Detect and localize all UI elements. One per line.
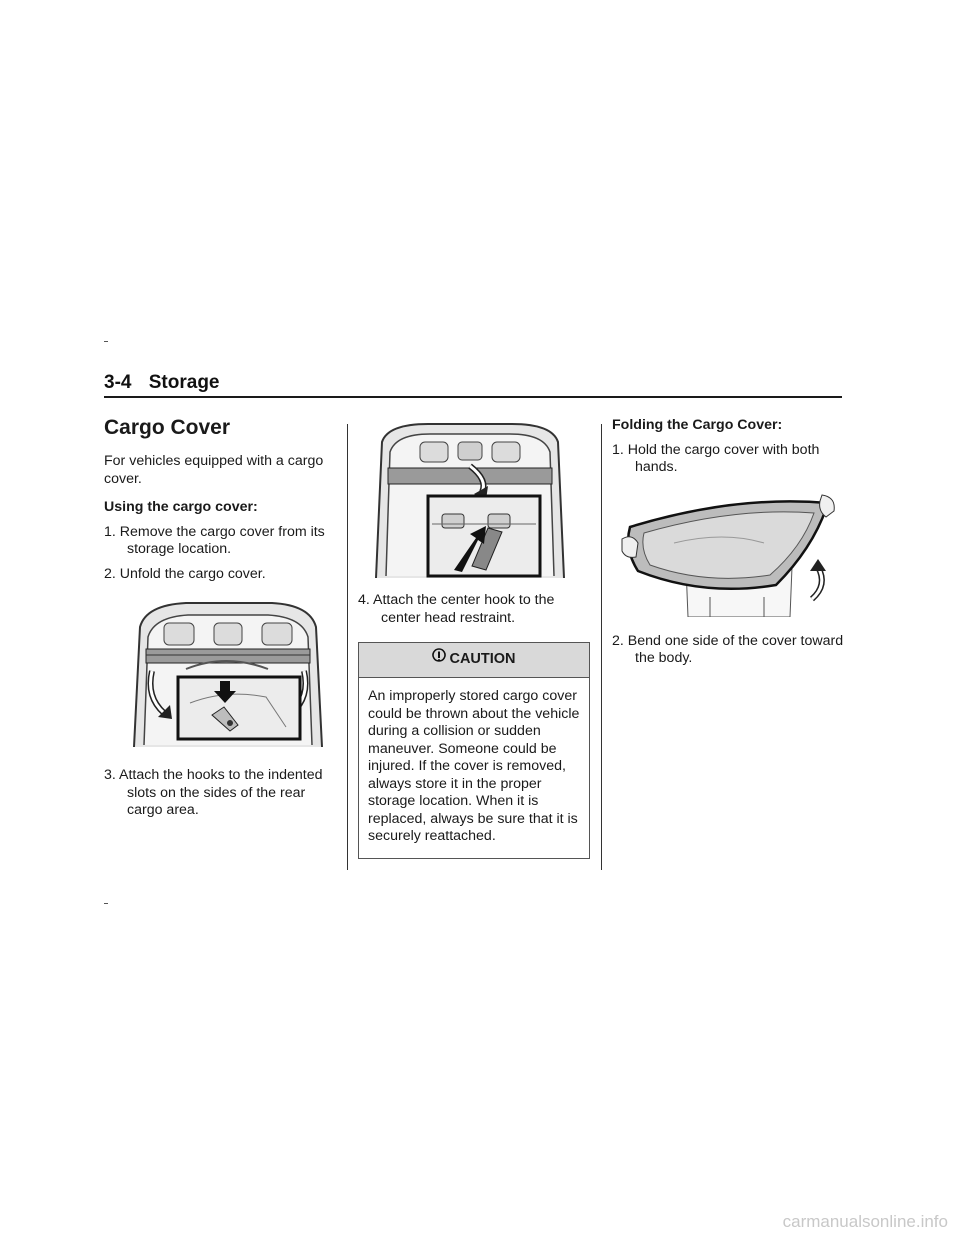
center-step-4: 4. Attach the center hook to the center head restraint. xyxy=(358,592,555,626)
column-2 xyxy=(358,414,590,859)
column-divider-2 xyxy=(601,424,602,870)
using-step-3: 3. Attach the hooks to the indented slots on the sides of the rear cargo area. xyxy=(104,767,323,818)
folding-step-1: 1. Hold the cargo cover with both hands. xyxy=(612,441,820,475)
caution-header xyxy=(359,643,589,678)
using-step-2: 2. Unfold the cargo cover. xyxy=(104,565,266,582)
page-header xyxy=(104,372,842,398)
using-subheading: Using the cargo cover: xyxy=(104,499,258,515)
caution-title: CAUTION xyxy=(449,651,516,668)
caution-box xyxy=(358,642,590,859)
crop-mark-top xyxy=(104,341,108,342)
folding-step-2: 2. Bend one side of the cover toward the body. xyxy=(612,632,844,666)
intro-text: For vehicles equipped with a cargo cover. xyxy=(104,453,324,487)
section-heading: Cargo Cover xyxy=(104,416,231,439)
column-3 xyxy=(612,414,844,668)
cargo-hook-illustration xyxy=(126,597,330,749)
caution-body: An improperly stored cargo cover could be thrown about the vehicle during a collision or sudden maneuver. Someone could be injured. If the cover is removed, always store it in the proper storage location. When it is replaced, always be sure that it is securely reattached. xyxy=(368,688,580,844)
folding-subheading: Folding the Cargo Cover: xyxy=(612,417,783,433)
using-step-1: 1. Remove the cargo cover from its storage location. xyxy=(104,523,325,557)
section-title: Storage xyxy=(148,372,220,393)
column-divider-1 xyxy=(347,424,348,870)
center-hook-illustration xyxy=(370,420,570,580)
folding-cover-illustration xyxy=(614,487,844,617)
page-number: 3-4 xyxy=(104,372,132,393)
caution-icon xyxy=(432,648,446,666)
crop-mark-bottom xyxy=(104,903,108,904)
column-1 xyxy=(104,414,334,820)
watermark: carmanualsonline.info xyxy=(782,1212,948,1231)
